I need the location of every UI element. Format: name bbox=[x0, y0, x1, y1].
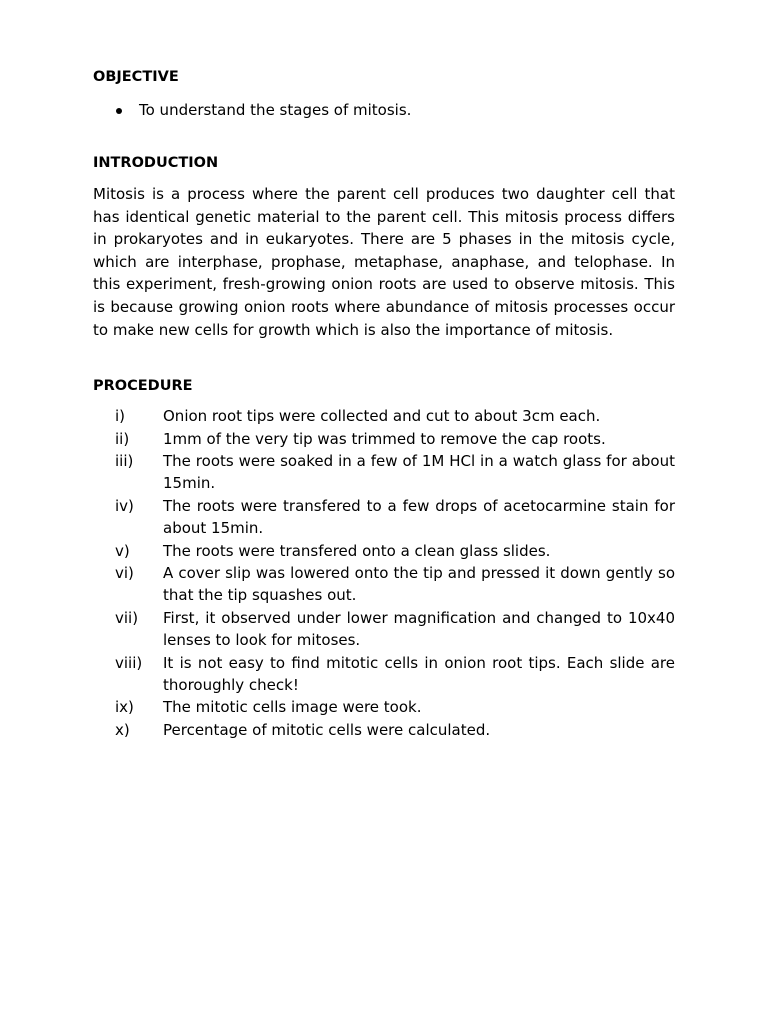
step-number: ix) bbox=[115, 698, 134, 717]
introduction-paragraph: Mitosis is a process where the parent cell produces two daughter cell that has identical genetic material to the parent cell. This mitosis process differs in prokaryotes and in eukaryotes. There are 5 phases in the mitosis cycle, which are interphase, prophase, metaphase, anaphase, and telophase. In this experiment, fresh-growing onion roots are used to observe mitosis. This is because growing onion roots where abundance of mitosis processes occur to make new cells for growth which is also the importance of mitosis. bbox=[93, 185, 675, 339]
step-text: 1mm of the very tip was trimmed to remove the cap roots. bbox=[163, 429, 606, 448]
step-text: The roots were transfered to a few drops of acetocarmine stain for about 15min. bbox=[163, 496, 675, 538]
objective-item-text: To understand the stages of mitosis. bbox=[139, 101, 412, 119]
procedure-step bbox=[93, 719, 675, 741]
step-text: A cover slip was lowered onto the tip and pressed it down gently so that the tip squashes out. bbox=[163, 564, 675, 605]
procedure-step bbox=[93, 405, 675, 427]
procedure-step bbox=[93, 652, 675, 697]
step-number: ii) bbox=[115, 429, 130, 448]
step-number: iii) bbox=[115, 451, 134, 470]
introduction-heading: INTRODUCTION bbox=[93, 155, 219, 171]
step-number: vi) bbox=[115, 564, 134, 582]
step-number: x) bbox=[115, 720, 130, 739]
procedure-step bbox=[93, 696, 675, 718]
step-text: First, it observed under lower magnification and changed to 10x40 lenses to look for mitoses. bbox=[163, 608, 675, 650]
objective-heading: OBJECTIVE bbox=[93, 69, 179, 85]
procedure-step bbox=[93, 428, 675, 450]
step-number: i) bbox=[115, 407, 126, 426]
step-text: The roots were soaked in a few of 1M HCl in a watch glass for about 15min. bbox=[163, 451, 675, 493]
step-number: viii) bbox=[115, 653, 143, 672]
objective-list bbox=[93, 99, 675, 121]
step-text: It is not easy to find mitotic cells in onion root tips. Each slide are thoroughly check! bbox=[163, 653, 675, 695]
step-text: The roots were transfered onto a clean glass slides. bbox=[163, 541, 551, 560]
objective-item bbox=[93, 99, 675, 121]
procedure-step bbox=[93, 450, 675, 495]
step-text: Onion root tips were collected and cut to about 3cm each. bbox=[163, 407, 601, 426]
procedure-heading: PROCEDURE bbox=[93, 378, 193, 395]
procedure-step bbox=[93, 607, 675, 652]
step-number: v) bbox=[115, 541, 130, 560]
bullet-icon bbox=[116, 108, 122, 114]
step-number: vii) bbox=[115, 608, 139, 627]
procedure-step bbox=[93, 540, 675, 562]
step-text: The mitotic cells image were took. bbox=[163, 698, 422, 717]
document-page bbox=[93, 66, 675, 741]
step-text: Percentage of mitotic cells were calculated. bbox=[163, 720, 491, 739]
procedure-step bbox=[93, 495, 675, 540]
procedure-list bbox=[93, 405, 675, 741]
step-number: iv) bbox=[115, 496, 134, 515]
procedure-step bbox=[93, 562, 675, 607]
